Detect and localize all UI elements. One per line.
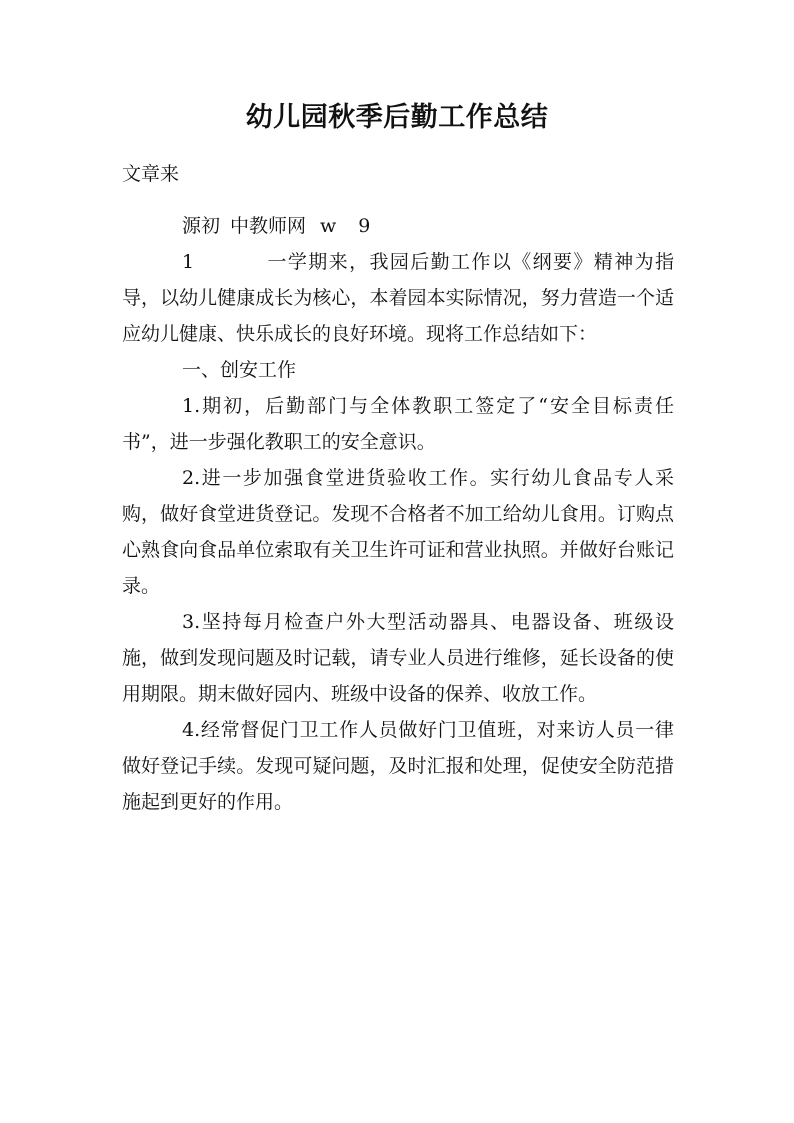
intro-number: 1	[182, 251, 195, 273]
item-4-paragraph: 4.经常督促门卫工作人员做好门卫值班，对来访人员一律做好登记手续。发现可疑问题，及时汇报和处理，促使安全防范措施起到更好的作用。	[122, 719, 674, 813]
document-title: 幼儿园秋季后勤工作总结	[245, 102, 549, 133]
document-body	[122, 156, 674, 820]
section-heading: 一、创安工作	[182, 359, 297, 381]
source-part-4: 9	[358, 215, 371, 237]
source-part-2: 中教师网	[230, 215, 307, 237]
source-line	[122, 208, 674, 244]
intro-text: 一学期来，我园后勤工作以《纲要》精神为指导，以幼儿健康成长为核心，本着园本实际情况，努力营造一个适应幼儿健康、快乐成长的良好环境。现将工作总结如下：	[122, 251, 674, 345]
source-part-1: 源初	[182, 215, 221, 237]
source-label: 文章来	[122, 163, 180, 185]
item-1-paragraph: 1.期初，后勤部门与全体教职工签定了“安全目标责任书”，进一步强化教职工的安全意识。	[122, 395, 674, 453]
intro-paragraph	[122, 244, 674, 352]
item-2-paragraph: 2.进一步加强食堂进货验收工作。实行幼儿食品专人采购，做好食堂进货登记。发现不合格者不加工给幼儿食用。订购点心熟食向食品单位索取有关卫生许可证和营业执照。并做好台账记录。	[122, 467, 674, 597]
item-3-paragraph: 3.坚持每月检查户外大型活动器具、电器设备、班级设施，做到发现问题及时记载，请专业人员进行维修，延长设备的使用期限。期末做好园内、班级中设备的保养、收放工作。	[122, 611, 674, 705]
source-part-3: w	[320, 215, 337, 237]
